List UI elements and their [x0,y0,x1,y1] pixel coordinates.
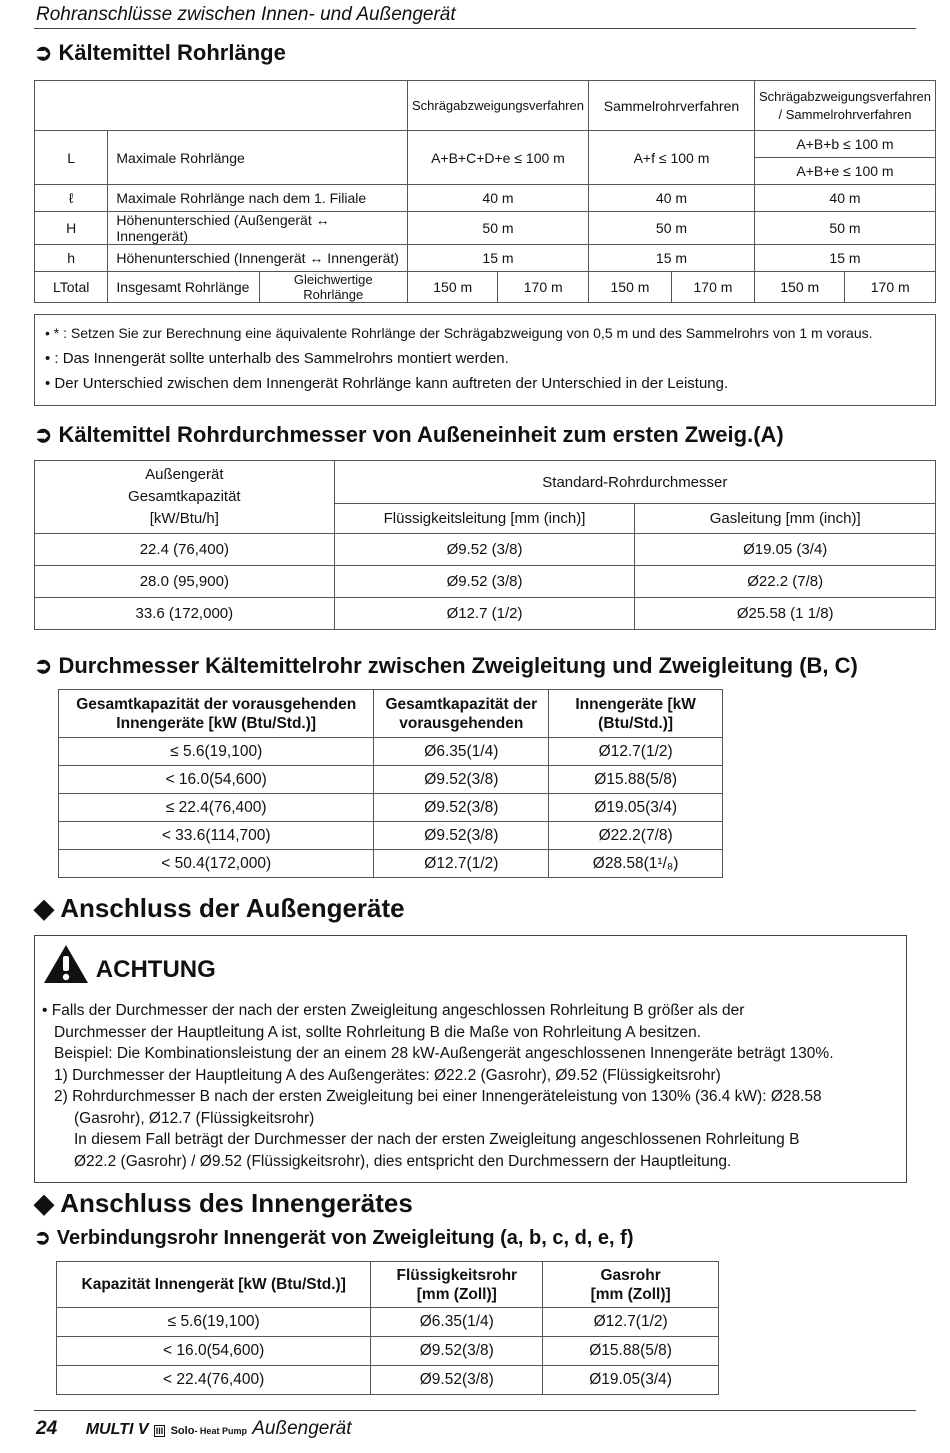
warning-title: ACHTUNG [95,956,216,983]
table-cell: Ø19.05(3/4) [549,794,723,822]
header-line: Flüssigkeitsrohr [396,1266,518,1284]
symbol-cell: ℓ [35,185,108,212]
note-line: • : Das Innengerät sollte unterhalb des Sammelrohrs montiert werden. [45,350,509,367]
value-cell: 40 m [754,185,935,212]
header-line: [kW/Btu/h] [149,510,219,527]
header-line: vorausgehenden [399,714,524,732]
table-row [35,598,936,630]
table-row [57,1366,719,1395]
section-title-text: Anschluss der Außengeräte [60,893,405,923]
table-cell: Ø9.52 (3/8) [334,534,635,566]
warning-line: Beispiel: Die Kombinationsleistung der an einem 28 kW-Außengerät angeschlossenen Innengeräte beträgt 130%. [54,1045,834,1062]
arrow-icon: ➲ [34,1227,51,1249]
table-row [59,738,723,766]
table-row [35,245,936,272]
footer-title: Außengerät [252,1418,352,1439]
header-line: Gesamtkapazität der vorausgehenden [76,695,357,713]
table-cell: 33.6 (172,000) [35,598,335,630]
page-number: 24 [36,1418,58,1439]
table-row [59,794,723,822]
value-cell: A+f ≤ 100 m [588,131,754,185]
table-cell: Ø15.88(5/8) [549,766,723,794]
table-cell: < 33.6(114,700) [59,822,374,850]
table-row [35,212,936,245]
label-cell: Insgesamt Rohrlänge [108,272,259,303]
diamond-icon: ◆ [34,1188,54,1218]
label-cell: Höhenunterschied (Innengerät ↔ Innengerät) [108,245,408,272]
table-cell: Ø9.52(3/8) [374,794,549,822]
header-cell: Gasleitung [mm (inch)] [635,504,936,534]
header-line: [mm (Zoll)] [416,1285,497,1303]
table-cell: 28.0 (95,900) [35,566,335,598]
notes-box [34,314,936,406]
section-title-outdoor-diameter [34,422,784,448]
symbol-cell: h [35,245,108,272]
section-title-outdoor-connection [34,893,405,924]
header-line: Gesamtkapazität der [385,695,538,713]
table-row [35,272,936,303]
table-cell: Ø22.2 (7/8) [635,566,936,598]
table-row [35,566,936,598]
header-cell: Standard-Rohrdurchmesser [334,461,935,504]
value-cell: A+B+b ≤ 100 m [754,131,935,158]
header-cell: Kapazität Innengerät [kW (Btu/Std.)] [57,1262,371,1308]
warning-line: Durchmesser der Hauptleitung A ist, sollte Rohrleitung B die Maße von Rohrleitung A besitzen. [54,1023,702,1041]
section-title-text: Kältemittel Rohrdurchmesser von Außeneinheit zum ersten Zweig.(A) [58,422,784,447]
header-cell [59,690,374,738]
table-row [35,185,936,212]
table-row [59,850,723,878]
table-row [35,131,936,158]
indoor-pipe-table [56,1261,719,1395]
value-cell: 50 m [754,212,935,245]
note-line: • * : Setzen Sie zur Berechnung eine äquivalente Rohrlänge der Schrägabzweigung von 0,5 m und des Sammelrohrs von 1 m voraus. [45,325,873,341]
header-line: Innengeräte [kW (Btu/Std.)] [116,714,317,732]
header-cell [543,1262,719,1308]
section-title-text: Kältemittel Rohrlänge [58,40,286,65]
header-line: Gesamtkapazität [128,488,241,505]
value-cell: 40 m [407,185,588,212]
table-cell: Ø19.05(3/4) [543,1366,719,1395]
diamond-icon: ◆ [34,893,54,923]
table-cell: Ø25.58 (1 1/8) [635,598,936,630]
value-cell: 150 m [407,272,498,303]
table-header-row [59,690,723,738]
section-title-indoor-connection [34,1188,413,1219]
table-cell: Ø9.52(3/8) [371,1337,543,1366]
value-cell: 170 m [845,272,936,303]
page-footer [36,1418,352,1440]
table-row [35,534,936,566]
table-cell: 22.4 (76,400) [35,534,335,566]
table-cell: Ø19.05 (3/4) [635,534,936,566]
solo-label: Solo [170,1425,195,1437]
section-title-text: Verbindungsrohr Innengerät von Zweigleitung (a, b, c, d, e, f) [56,1227,634,1249]
table-cell: Ø9.52(3/8) [374,766,549,794]
label-cell: Maximale Rohrlänge nach dem 1. Filiale [108,185,408,212]
arrow-icon: ➲ [34,653,53,678]
series-badge: III [155,1426,164,1436]
warning-line: • Falls der Durchmesser der nach der ersten Zweigleitung angeschlossen Rohrleitung B größer als der [42,1002,745,1019]
arrow-icon: ➲ [34,40,53,65]
table-cell: ≤ 5.6(19,100) [59,738,374,766]
value-cell: 50 m [588,212,754,245]
header-cell [371,1262,543,1308]
header-line: Schrägabzweigungsverfahren [758,88,931,104]
value-cell: 150 m [588,272,671,303]
header-line: Innengeräte [kW [575,695,696,713]
warning-line: 1) Durchmesser der Hauptleitung A des Außengerätes: Ø22.2 (Gasrohr), Ø9.52 (Flüssigkeitsrohr) [54,1066,721,1084]
heat-pump-label: - Heat Pump [194,1426,247,1436]
table-cell: Ø6.35(1/4) [371,1308,543,1337]
warning-line: Ø22.2 (Gasrohr) / Ø9.52 (Flüssigkeitsrohr), dies entspricht den Durchmessern der Hauptleitung. [74,1152,732,1170]
label-cell: Höhenunterschied (Außengerät ↔ Innengerät) [108,212,408,245]
section-title-branch-diameter [34,653,858,679]
section-title-pipe-length [34,40,286,66]
header-cell [754,81,935,131]
warning-triangle-icon [42,943,90,985]
table-header-row [57,1262,719,1308]
table-cell: Ø12.7(1/2) [543,1308,719,1337]
table-cell: ≤ 22.4(76,400) [59,794,374,822]
header-line: (Btu/Std.)] [598,714,674,732]
warning-header [42,943,216,985]
header-cell [374,690,549,738]
table-cell: Ø6.35(1/4) [374,738,549,766]
warning-text [42,1000,902,1172]
sublabel-cell: Gleichwertige Rohrlänge [259,272,407,303]
header-line: [mm (Zoll)] [590,1285,671,1303]
arrow-icon: ➲ [34,422,53,447]
table-cell: Ø9.52(3/8) [374,822,549,850]
value-cell: 40 m [588,185,754,212]
header-divider [34,28,916,29]
table-cell: ≤ 5.6(19,100) [57,1308,371,1337]
table-row [57,1337,719,1366]
outdoor-diameter-table [34,460,936,630]
section-subtitle-indoor-pipe [34,1225,633,1250]
value-cell: A+B+C+D+e ≤ 100 m [407,131,588,185]
header-line: Gasrohr [600,1266,661,1284]
value-cell: 15 m [407,245,588,272]
table-cell: < 16.0(54,600) [59,766,374,794]
table-cell: Ø12.7(1/2) [374,850,549,878]
footer-divider [34,1410,916,1411]
table-cell: Ø15.88(5/8) [543,1337,719,1366]
header-cell: Flüssigkeitsleitung [mm (inch)] [334,504,635,534]
symbol-cell: LTotal [35,272,108,303]
value-cell: A+B+e ≤ 100 m [754,158,935,185]
table-cell: Ø9.52(3/8) [371,1366,543,1395]
branch-diameter-table [58,689,723,878]
header-line: Außengerät [145,466,224,483]
header-cell: Sammelrohrverfahren [588,81,754,131]
table-cell: Ø28.58(1¹/₈) [549,850,723,878]
pipe-length-table [34,80,936,303]
table-row [59,822,723,850]
table-cell: Ø12.7 (1/2) [334,598,635,630]
table-header-row [35,461,936,504]
table-cell: Ø9.52 (3/8) [334,566,635,598]
header-cell [549,690,723,738]
value-cell: 170 m [671,272,754,303]
section-title-text: Durchmesser Kältemittelrohr zwischen Zweigleitung und Zweigleitung (B, C) [58,653,858,678]
header-cell [35,461,335,534]
value-cell: 150 m [754,272,845,303]
warning-line: 2) Rohrdurchmesser B nach der ersten Zweigleitung bei einer Innengeräteleistung von 130% (36.4 kW): Ø28.58 [54,1088,822,1105]
warning-line: (Gasrohr), Ø12.7 (Flüssigkeitsrohr) [74,1109,315,1127]
table-row [57,1308,719,1337]
header-line: / Sammelrohrverfahren [778,106,912,122]
value-cell: 170 m [498,272,589,303]
value-cell: 50 m [407,212,588,245]
symbol-cell: H [35,212,108,245]
table-cell: < 16.0(54,600) [57,1337,371,1366]
table-cell: Ø12.7(1/2) [549,738,723,766]
note-line: • Der Unterschied zwischen dem Innengerät Rohrlänge kann auftreten der Unterschied in der Leistung. [45,375,729,392]
page-header-title: Rohranschlüsse zwischen Innen- und Außengerät [36,4,456,25]
table-cell: Ø22.2(7/8) [549,822,723,850]
table-row [59,766,723,794]
table-header-row [35,81,936,131]
warning-line: In diesem Fall beträgt der Durchmesser der nach der ersten Zweigleitung angeschlossenen Rohrleitung B [74,1131,800,1148]
brand-logo: MULTI V [85,1421,149,1438]
symbol-cell: L [35,131,108,185]
header-cell: Schrägabzweigungsverfahren [407,81,588,131]
table-cell: < 50.4(172,000) [59,850,374,878]
label-cell: Maximale Rohrlänge [108,131,408,185]
value-cell: 15 m [754,245,935,272]
section-title-text: Anschluss des Innengerätes [60,1188,413,1218]
value-cell: 15 m [588,245,754,272]
table-cell: < 22.4(76,400) [57,1366,371,1395]
